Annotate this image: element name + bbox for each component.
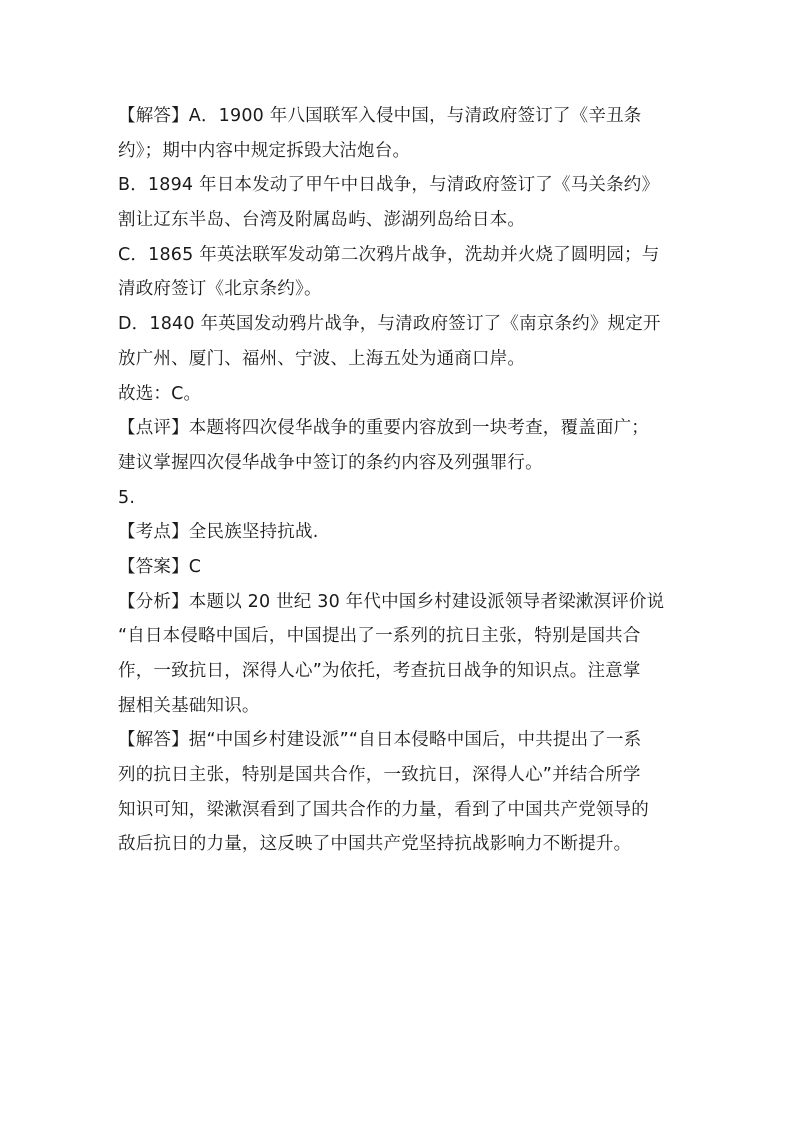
document-body (118, 99, 688, 862)
text-line: 握相关基础知识。 (118, 695, 260, 716)
paragraph-dianping (118, 411, 688, 480)
text-line: B．1894 年日本发动了甲午中日战争，与清政府签订了《马关条约》 (118, 175, 660, 196)
text-line: 【解答】据“中国乡村建设派”“自日本侵略中国后，中共提出了一系 (118, 730, 642, 751)
text-line: 放广州、厦门、福州、宁波、上海五处为通商口岸。 (118, 348, 526, 369)
text-line: 【解答】A．1900 年八国联军入侵中国，与清政府签订了《辛丑条 (118, 106, 642, 126)
text-line: 【答案】C (118, 556, 202, 577)
paragraph-daan (118, 550, 688, 585)
paragraph-answer-choice (118, 377, 688, 412)
paragraph-option-d (118, 307, 688, 376)
paragraph-jieda-1 (118, 99, 688, 168)
text-line: 敌后抗日的力量，这反映了中国共产党坚持抗战影响力不断提升。 (118, 834, 632, 855)
paragraph-kaodian (118, 515, 688, 550)
paragraph-jieda-2 (118, 723, 688, 862)
text-line: 【点评】本题将四次侵华战争的重要内容放到一块考查，覆盖面广； (118, 418, 649, 439)
text-line: “自日本侵略中国后，中国提出了一系列的抗日主张，特别是国共合 (118, 626, 641, 647)
text-line: 【考点】全民族坚持抗战. (118, 522, 319, 543)
paragraph-fenxi (118, 585, 688, 724)
text-line: 清政府签订《北京条约》。 (118, 279, 322, 300)
text-line: 【分析】本题以 20 世纪 30 年代中国乡村建设派领导者梁漱溟评价说 (118, 591, 665, 612)
paragraph-question-number (118, 481, 688, 516)
text-line: 割让辽东半岛、台湾及附属岛屿、澎湖列岛给日本。 (118, 210, 526, 231)
text-line: C．1865 年英法联军发动第二次鸦片战争，洗劫并火烧了圆明园；与 (118, 244, 660, 265)
text-line: 知识可知，梁漱溟看到了国共合作的力量，看到了中国共产党领导的 (118, 799, 649, 820)
text-line: 约》；期中内容中规定拆毁大沽炮台。 (118, 140, 411, 161)
text-line: 建议掌握四次侵华战争中签订的条约内容及列强罪行。 (118, 452, 543, 473)
text-line: 故选：C。 (118, 383, 202, 404)
paragraph-option-b (118, 168, 688, 237)
text-line: 5. (118, 487, 136, 508)
paragraph-option-c (118, 238, 688, 307)
text-line: 作，一致抗日，深得人心”为依托，考查抗日战争的知识点。注意掌 (118, 661, 641, 681)
text-line: D．1840 年英国发动鸦片战争，与清政府签订了《南京条约》规定开 (118, 314, 661, 335)
text-line: 列的抗日主张，特别是国共合作，一致抗日，深得人心”并结合所学 (118, 765, 641, 786)
